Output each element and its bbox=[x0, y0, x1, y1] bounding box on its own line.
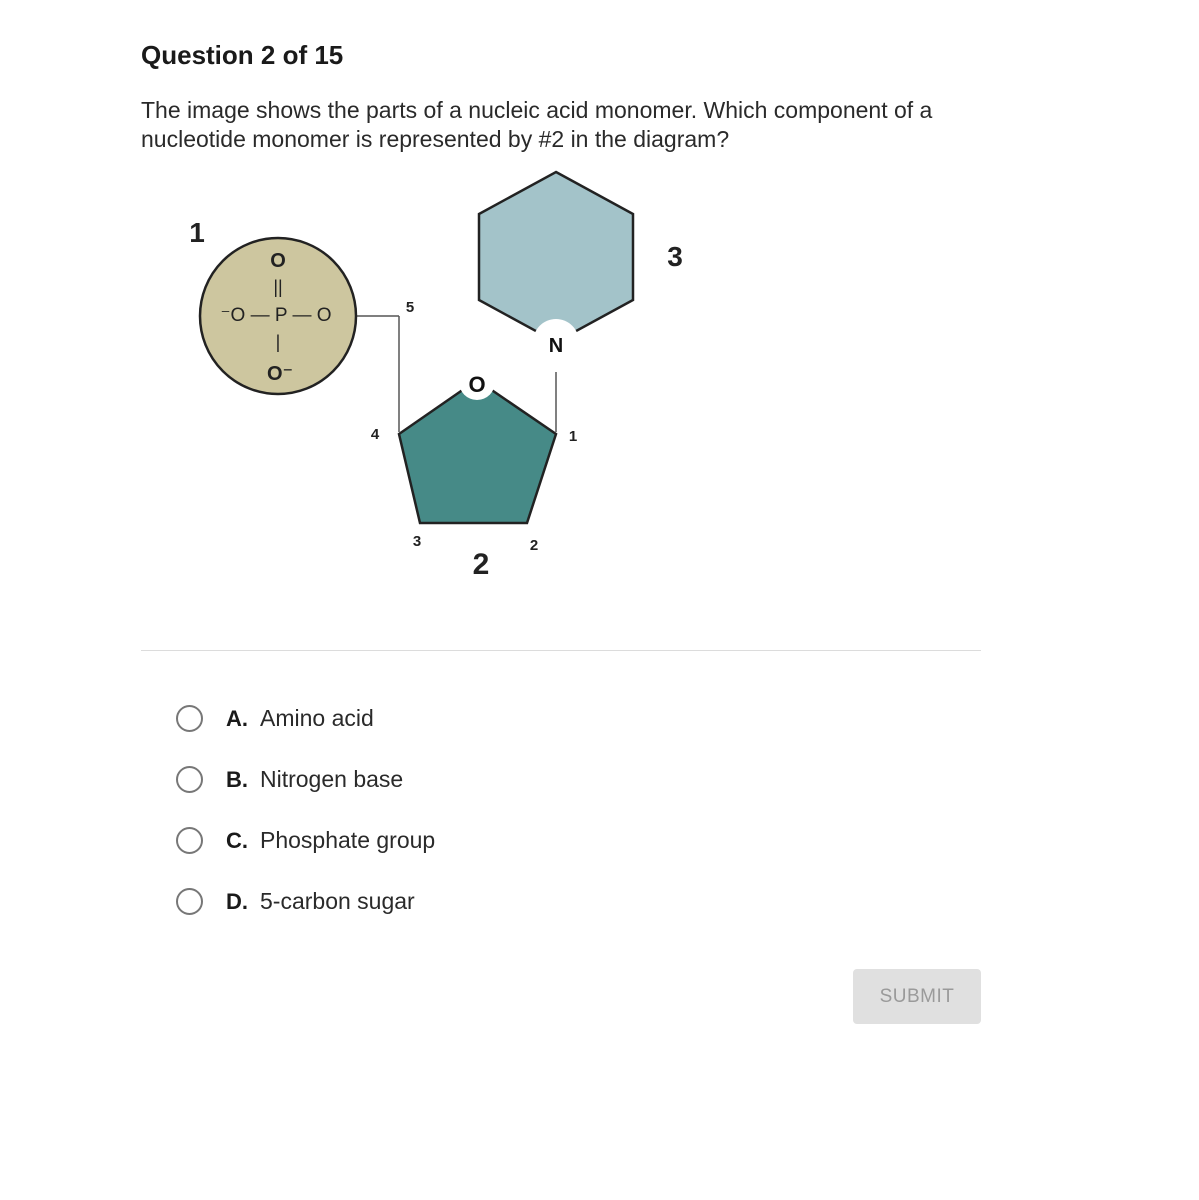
radio-button[interactable] bbox=[176, 888, 203, 915]
divider bbox=[141, 650, 981, 651]
carbon-4-label: 4 bbox=[370, 426, 380, 443]
radio-button[interactable] bbox=[176, 766, 203, 793]
carbon-3-label: 3 bbox=[412, 533, 422, 550]
carbon-2-label: 2 bbox=[529, 537, 539, 554]
choice-letter: D. bbox=[226, 888, 248, 914]
nitrogen-label: N bbox=[548, 335, 564, 357]
choice-text: Nitrogen base bbox=[260, 766, 404, 792]
submit-button[interactable]: SUBMIT bbox=[853, 969, 981, 1024]
radio-button[interactable] bbox=[176, 705, 203, 732]
choice-letter: C. bbox=[226, 827, 248, 853]
ring-oxygen-label: O bbox=[468, 372, 486, 397]
part-label-3: 3 bbox=[667, 241, 683, 272]
choice-text: Phosphate group bbox=[260, 827, 436, 853]
choice-letter: B. bbox=[226, 766, 248, 792]
choice-text: Amino acid bbox=[260, 705, 374, 731]
sugar-pentagon bbox=[399, 380, 556, 523]
choice-d[interactable] bbox=[176, 871, 435, 932]
carbon-5-label: 5 bbox=[405, 299, 415, 316]
nitrogen-base-hexagon bbox=[479, 172, 633, 342]
question-prompt: The image shows the parts of a nucleic acid monomer. Which component of a nucleotide monomer is represented by #2 in the diagram? bbox=[141, 97, 933, 152]
part-label-2: 2 bbox=[472, 548, 490, 581]
radio-button[interactable] bbox=[176, 827, 203, 854]
choice-b[interactable] bbox=[176, 749, 435, 810]
answer-choices bbox=[176, 688, 435, 932]
choice-c[interactable] bbox=[176, 810, 435, 871]
choice-text: 5-carbon sugar bbox=[260, 888, 415, 914]
phosphate-double-bond: || bbox=[273, 277, 283, 297]
phosphate-top-oxygen: O bbox=[270, 250, 286, 272]
question-title: Question 2 of 15 bbox=[141, 40, 344, 70]
carbon-1-label: 1 bbox=[568, 428, 578, 445]
phosphate-middle-row: ⁻O — P — O bbox=[220, 305, 332, 326]
choice-a[interactable] bbox=[176, 688, 435, 749]
nucleotide-diagram bbox=[170, 160, 710, 600]
phosphate-single-bond: | bbox=[275, 332, 281, 352]
part-label-1: 1 bbox=[189, 217, 205, 248]
choice-letter: A. bbox=[226, 705, 248, 731]
phosphate-bottom-oxygen: O⁻ bbox=[266, 363, 294, 385]
